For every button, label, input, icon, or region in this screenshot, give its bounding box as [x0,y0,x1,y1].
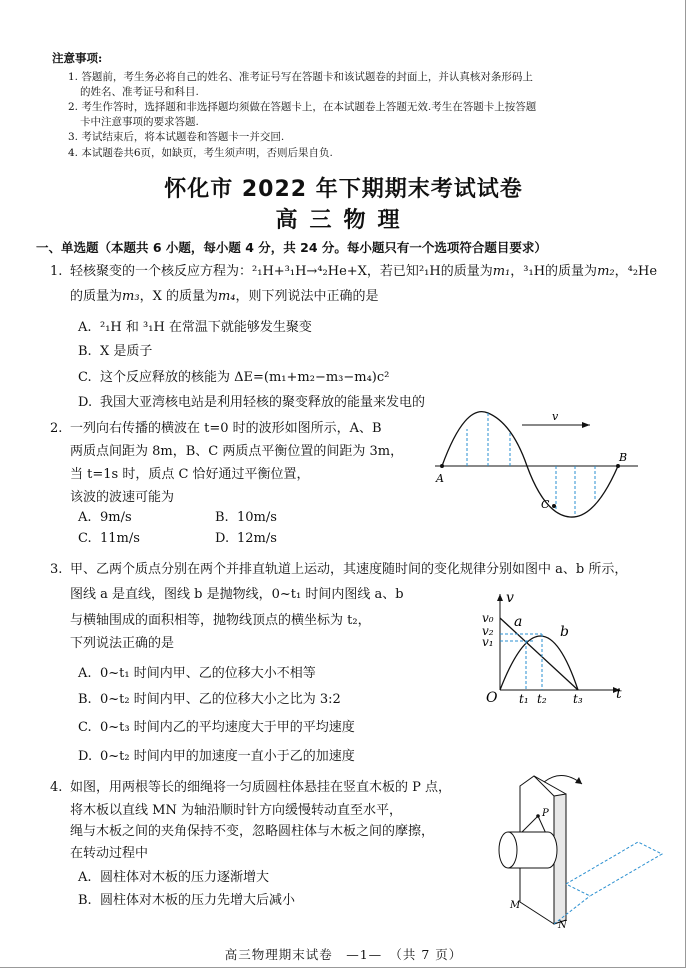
label-p: P [542,808,549,819]
notice-item: 1. 答题前，考生务必将自己的姓名、准考证号写在答题卡和该试题卷的封面上，并认真核对条形码上 的姓名、准考证号和科目. [68,71,533,98]
point-a [440,464,444,468]
wave-dashes [467,413,595,516]
notice-item: 2. 考生作答时，选择题和非选择题均须做在答题卡上，在本试题卷上答题无效.考生在答题卡上按答题 卡中注意事项的要求答题. [68,101,537,128]
q3-option-d: D. 0~t₂ 时间内甲的加速度一直小于乙的加速度 [78,749,355,764]
section-heading: 一、单选题（本题共 6 小题，每小题 4 分，共 24 分。每小题只有一个选项符合题目要求） [36,240,547,255]
label-n: N [558,920,567,931]
q1-option-d: D. 我国大亚湾核电站是利用轻核的聚变释放的能量来发电的 [78,395,426,410]
q3-line1: 甲、乙两个质点分别在两个并排直轨道上运动，其速度随时间的变化规律分别如图中 a、b 所示， [70,562,628,577]
vt-dashes [500,634,542,690]
q2-line1: 一列向右传播的横波在 t=0 时的波形如图所示，A、B [70,421,382,436]
q4-option-a: A. 圆柱体对木板的压力逐渐增大 [78,870,270,885]
wave-curve [442,412,618,517]
label-b: B [619,451,628,464]
rotation-arrow-head [575,777,582,784]
q1-line2: 的质量为m₃，X 的质量为m₄，则下列说法中正确的是 [70,289,379,304]
q3-line2: 图线 a 是直线，图线 b 是抛物线，0~t₁ 时间内图线 a、b [70,587,404,602]
b-label: b [560,624,569,640]
t1-label: t₁ [519,692,529,706]
question-number: 3. [50,562,63,577]
notice-list [68,70,628,161]
a-label: a [514,614,523,630]
q4-line2: 将木板以直线 MN 为轴沿顺时针方向缓慢转动直至水平， [70,803,402,818]
q4-line3: 绳与木板之间的夹角保持不变，忽略圆柱体与木板之间的摩擦， [70,824,435,839]
label-a: A [436,472,444,485]
q3-option-a: A. 0~t₁ 时间内甲、乙的位移大小不相等 [78,666,316,681]
v2-label: v₂ [482,624,494,638]
label-c: C [541,498,550,511]
q2-line4: 该波的波速可能为 [70,490,175,505]
point-p [536,814,540,818]
t-axis-label: t [616,686,622,702]
point-c [552,504,556,508]
question-number: 1. [50,264,63,279]
vt-graph [478,588,628,708]
t3-label: t₃ [573,692,583,706]
q4-line1: 如图，用两根等长的细绳将一匀质圆柱体悬挂在竖直木板的 P 点， [70,780,452,795]
q1-option-b: B. X 是质子 [78,344,153,359]
notice-heading: 注意事项: [52,51,103,65]
exam-title: 怀化市 2022 年下期期末考试试卷 [164,177,523,202]
q2-option-c: C. 11m/s [78,531,140,546]
board-cylinder-figure [490,772,670,932]
rotated-board-outline [566,842,662,896]
v-axis-arrow [497,594,503,601]
v1-label: v₁ [482,635,494,649]
q3-option-c: C. 0~t₃ 时间内乙的平均速度大于甲的平均速度 [78,720,355,735]
q2-option-d: D. 12m/s [215,531,277,546]
q1-line1: 轻核聚变的一个核反应方程为：²₁H+³₁H→⁴₂He+X，若已知²₁H的质量为m₁，³₁H的质量为m₂，⁴₂He [70,264,658,279]
q2-line3: 当 t=1s 时，质点 C 恰好通过平衡位置， [70,467,310,482]
question-number: 4. [50,780,63,795]
exam-subtitle: 高三物理 [275,208,412,233]
t2-label: t₂ [537,692,547,706]
q3-line4: 下列说法正确的是 [70,636,175,651]
v0-label: v₀ [482,611,494,625]
parabola-b [500,636,578,690]
page-footer: 高三物理期末试卷 —1— （共 7 页） [224,947,463,962]
q1-option-a: A. ²₁H 和 ³₁H 在常温下就能够发生聚变 [78,320,312,335]
cylinder-end [499,832,517,868]
arrow-head [582,422,590,428]
q1-option-c: C. 这个反应释放的核能为 ΔE=(m₁+m₂−m₃−m₄)c² [78,370,390,385]
q2-line2: 两质点间距为 8m，B、C 两质点平衡位置的间距为 3m， [70,444,404,459]
q3-line3: 与横轴围成的面积相等，抛物线顶点的横坐标为 t₂， [70,613,371,628]
v-label: v [552,410,559,423]
q3-option-b: B. 0~t₂ 时间内甲、乙的位移大小之比为 3:2 [78,692,341,707]
q4-line4: 在转动过程中 [70,846,149,861]
notice-item: 3. 考试结束后，将本试题卷和答题卡一并交回. [68,131,285,143]
point-b [616,464,620,468]
wave-figure [430,405,640,525]
q4-option-b: B. 圆柱体对木板的压力先增大后减小 [78,893,296,908]
notice-item: 4. 本试题卷共6页，如缺页，考生须声明，否则后果自负. [68,146,333,159]
question-number: 2. [50,421,63,436]
q2-option-a: A. 9m/s [78,510,132,525]
v-axis-label: v [506,590,514,606]
q2-option-b: B. 10m/s [215,510,277,525]
label-m: M [510,900,521,911]
origin-label: O [486,690,498,706]
